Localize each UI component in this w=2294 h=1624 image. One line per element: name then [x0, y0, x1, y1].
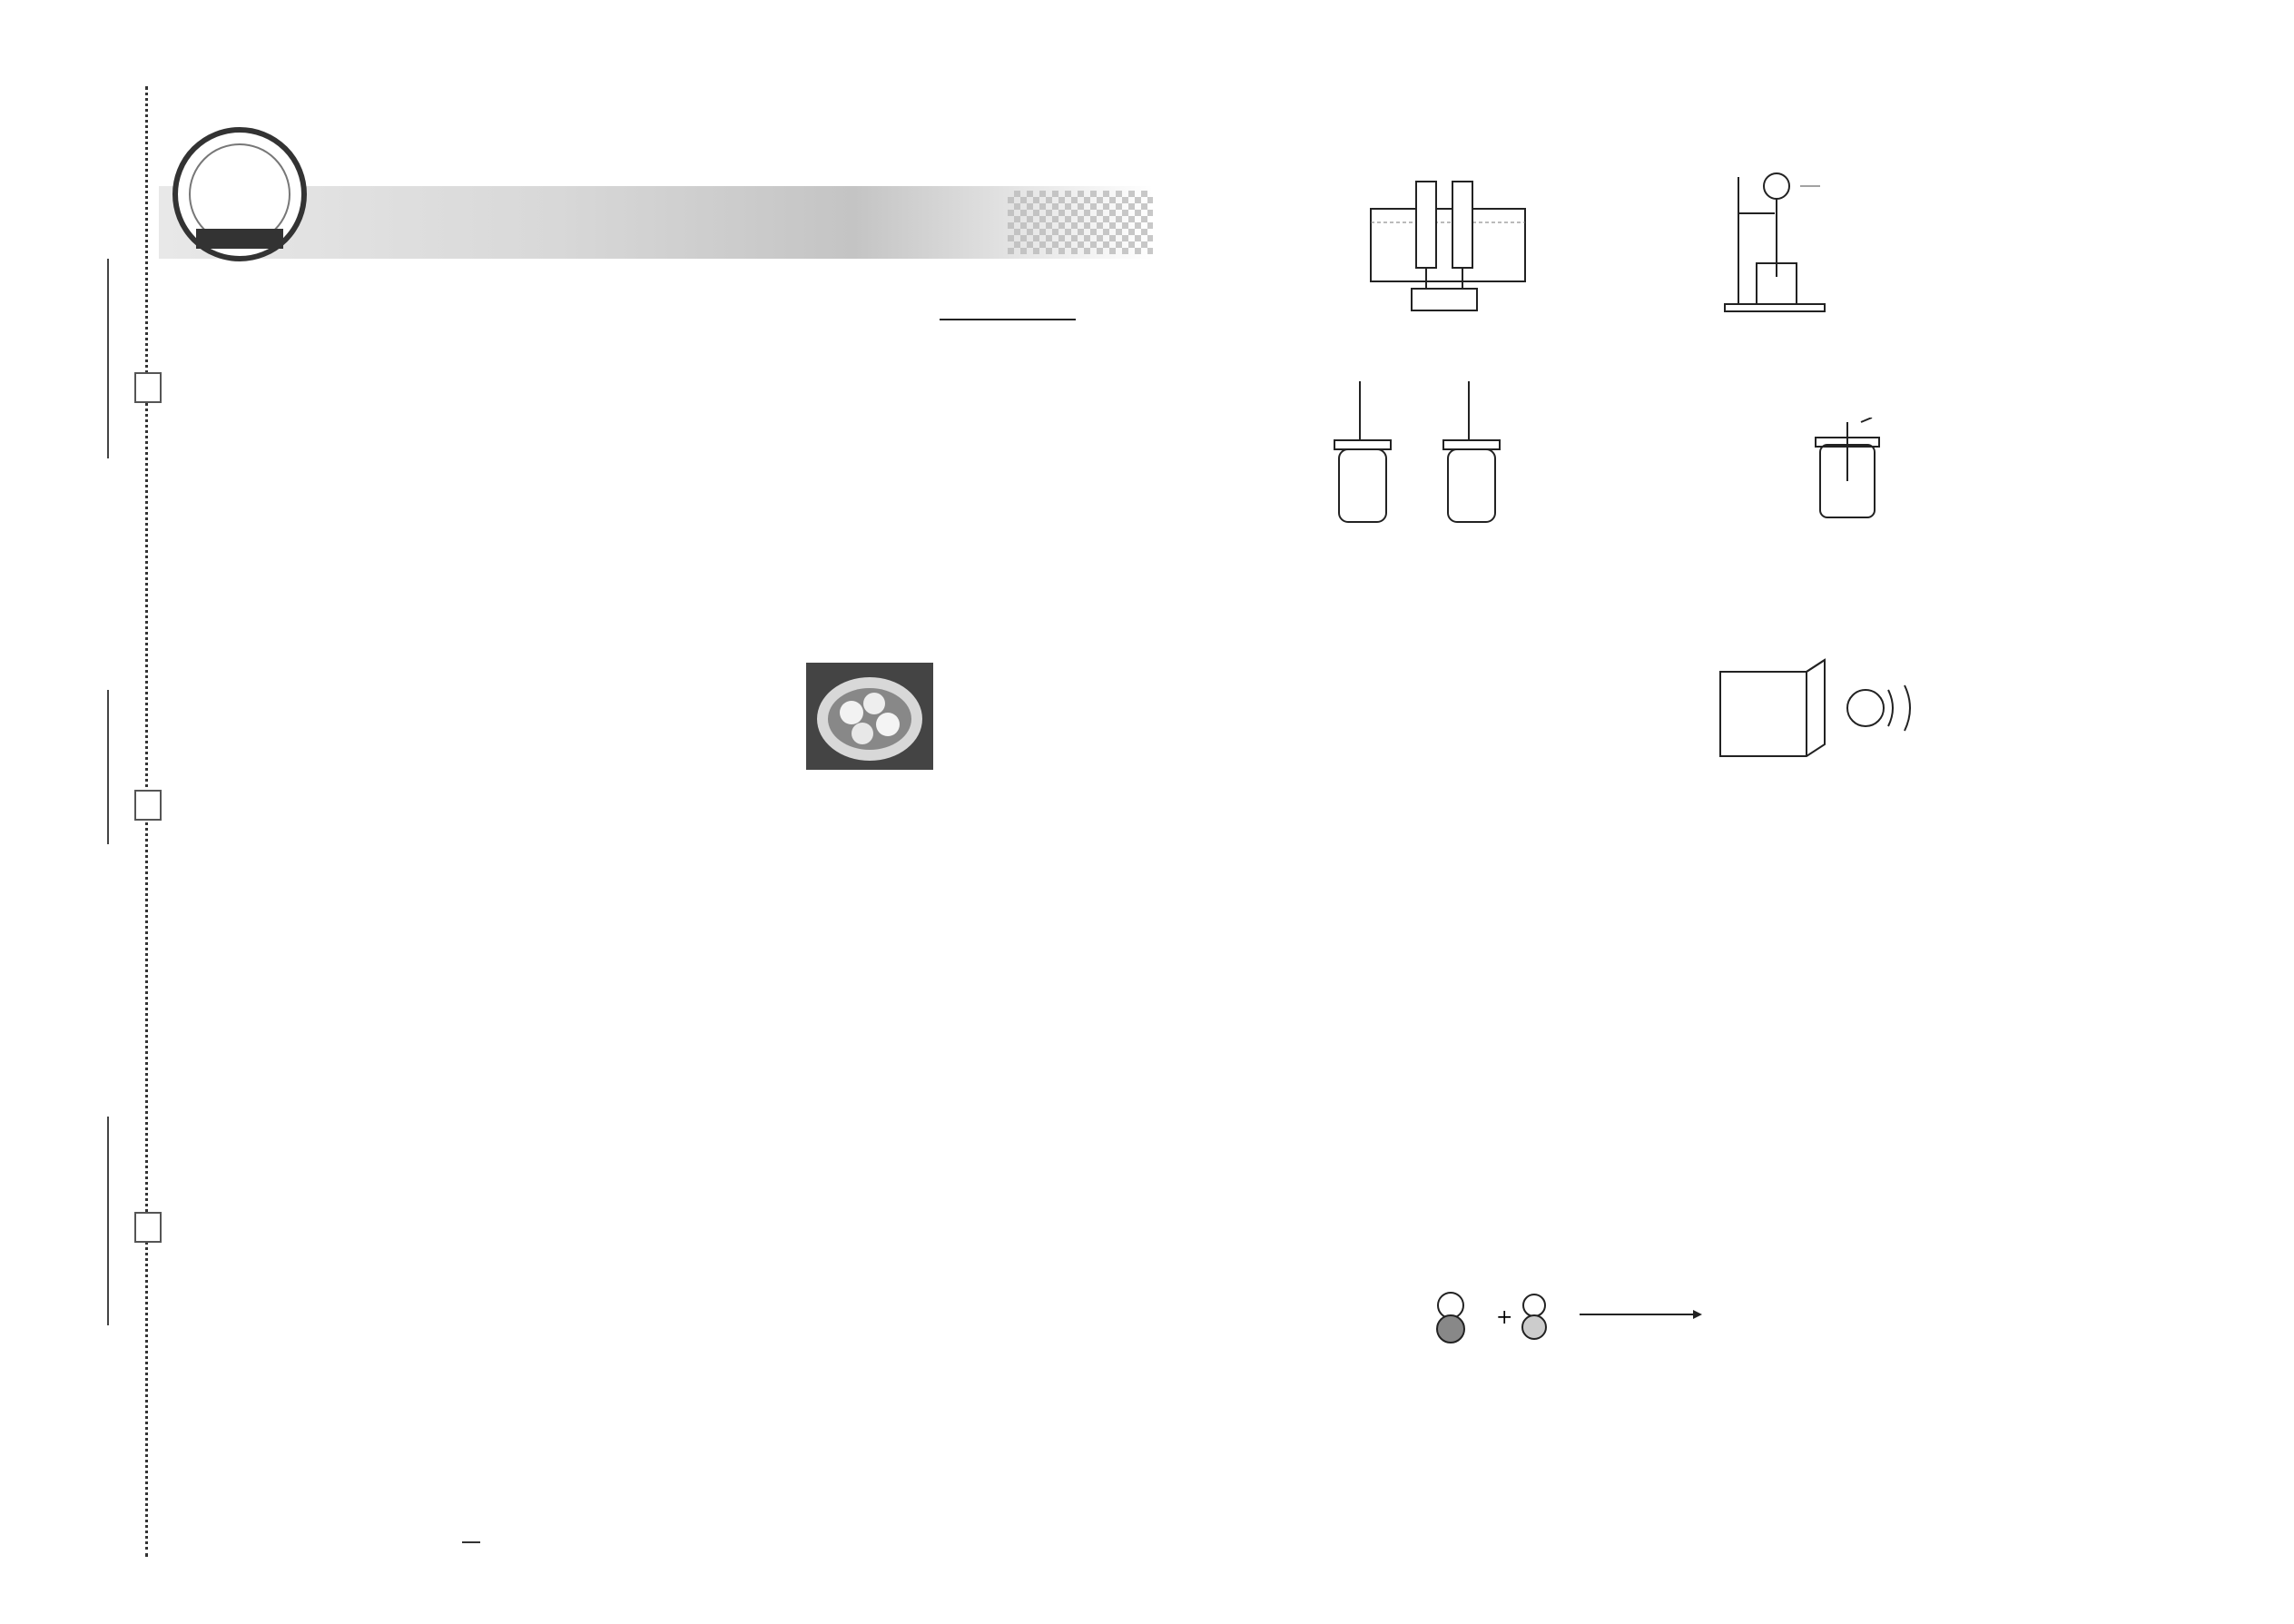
breath-co2-diagram — [1307, 368, 1561, 527]
electrolysis-diagram — [1362, 172, 1534, 318]
footer-left — [449, 1528, 493, 1548]
shrimp-dumpling-photo — [806, 663, 933, 770]
seal-seal — [134, 790, 162, 821]
svg-text:+: + — [1496, 1306, 1513, 1329]
publisher-logo — [172, 127, 307, 261]
oxygen-check-diagram — [1807, 418, 1888, 522]
school-field[interactable] — [107, 259, 109, 458]
page-number-105 — [462, 1541, 480, 1543]
fountain-diagram — [1720, 168, 1938, 318]
lithium-element-diagram — [1716, 658, 1934, 767]
title-banner — [159, 186, 1153, 259]
name-field[interactable] — [107, 1117, 109, 1325]
score-field[interactable] — [940, 297, 1076, 320]
binding-dotted-line — [145, 86, 148, 1557]
exhaust-reaction-diagram — [1425, 1271, 1970, 1389]
checker-pattern — [1008, 191, 1153, 254]
seal-dense — [134, 1212, 162, 1243]
seal-line — [134, 372, 162, 403]
score-label — [940, 295, 1076, 320]
class-field[interactable] — [107, 690, 109, 844]
